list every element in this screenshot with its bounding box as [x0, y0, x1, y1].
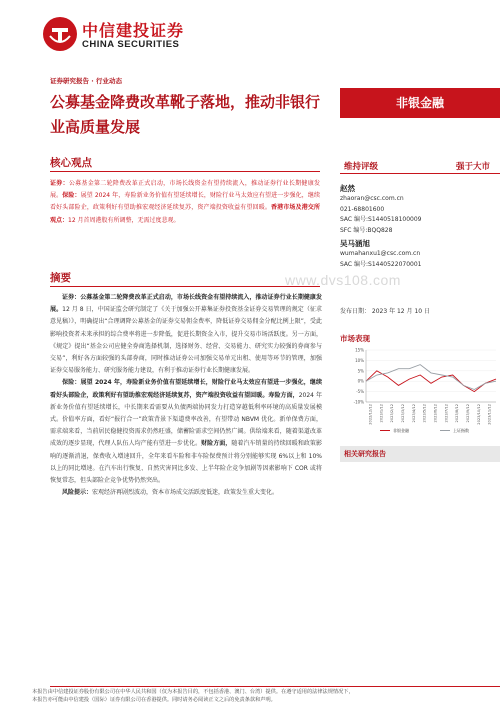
core-hk-text: 12 月首周港股有所调整，无需过度悲观。 [68, 216, 180, 224]
logo-mark-icon [42, 16, 78, 52]
x-tick-label: 2023/7/12 [444, 404, 449, 423]
summary-insurance-label: 保险： [62, 379, 81, 387]
rating-value: 强于大市 [455, 162, 490, 172]
summary-risk-text: 宏观经济再剧烈波动，资本市场成交活跃度低迷，政策发生重大变化。 [92, 489, 279, 497]
sector-label: 非银金融 [395, 96, 444, 110]
related-research-band [340, 446, 500, 462]
analyst-sac-number: SAC 编号:S1440522070001 [340, 260, 422, 268]
x-tick-label: 2023/8/12 [455, 404, 460, 423]
core-view-paragraph [50, 178, 320, 227]
summary-risk-label: 风险提示： [62, 489, 93, 497]
analyst-sfc-number: SFC 编号:BQQ828 [340, 226, 393, 234]
summary-pc-label: 财险方面， [201, 440, 232, 448]
core-securities-text: 公募基金第二轮降费改革正式启动，市场长线资金有望持续流入，推动证券行业长期健康发展。 [50, 180, 320, 200]
market-chart [340, 344, 500, 436]
x-tick-label: 2023/9/12 [465, 404, 470, 423]
x-tick-label: 2023/3/12 [400, 404, 405, 423]
summary-body [50, 292, 322, 499]
watermark: www.dvs108.com [285, 272, 401, 288]
summary-insurance-bold: 展望 2024 年，寿险新业务价值有望延续增长，财险行业马太效应有望进一步强化，继续看好头部险企，政策利好有望助推宏观经济延续复苏，资产端投资收益有望回暖。 [50, 379, 322, 399]
core-securities-label: 证券： [50, 180, 69, 187]
summary-life-text: 2024 年新业务价值有望延续增长，中长期来看需要从负债两端协同发力打造穿越低利率环境的高质量发展模式。价值率方面，看好“报行合一”政策背景下渠道费率改善，有望带动 NBVM 优化。新单保费方面，需求端来看，当前居民稳健投资需求仍然旺盛，储蓄险需求空间仍然广阔。供给端来看，随着渠道改革成效的逐步显现，代理人队伍人均产能有望进一步优化。 [50, 391, 322, 448]
core-view-rule [50, 171, 320, 172]
core-insurance-label: 保险： [62, 192, 81, 200]
y-tick-label: 10% [355, 357, 364, 363]
series-line [366, 365, 496, 390]
analyst-sac-number: SAC 编号:S1440518100009 [340, 216, 422, 223]
report-title: 公募基金降费改革靴子落地，推动非银行业高质量发展 [50, 93, 321, 136]
summary-securities-label: 证券： [62, 294, 81, 301]
analyst-list [340, 181, 500, 270]
rating-box [340, 158, 500, 174]
logo-text-cn: 中信建投证券 [82, 21, 185, 40]
legend-label: 上证指数 [453, 428, 469, 433]
summary-rule [50, 286, 320, 287]
footer-line: 本报告由中信建投证券股份有限公司在中华人民共和国（仅为本报告目的，不包括香港、澳门、台湾）提供。在遵守适用的法律法规情况下， [32, 689, 354, 695]
x-tick-label: 2023/4/12 [411, 404, 416, 423]
x-tick-label: 2023/5/12 [422, 404, 427, 423]
y-tick-label: 0% [357, 378, 364, 384]
legend-label: 非银金融 [393, 428, 409, 433]
summary-securities-text: 12 月 8 日，中国证监会研究制定了《关于加强公开募集证券投资基金证券交易管理的规定（征求意见稿）》，明确提出“合理调降公募基金的证券交易佣金费率，降低证券交易佣金分配比例上限”，受此影响投资者未来承担的综合费率将进一步降低，促进长期资金入市，提升交易市场活跃度。另一方面，《规定》提出“基金公司应健全券商选择机制，选择财务、经营、交易能力、研究实力较强的券商参与交易”，利好各方面较强的头部券商，同时推动证券公司加强交易单元出租、使用等环节的管理，加强证券交易服务能力、研究服务能力建设，有利于推动证券行业长期健康发展。 [50, 306, 322, 375]
footer-rule [50, 686, 500, 687]
y-tick-label: 15% [355, 347, 364, 353]
core-view-heading: 核心观点 [50, 157, 92, 169]
analyst-email[interactable]: wumahanxu1@csc.com.cn [340, 250, 421, 257]
rating-label: 维持评级 [344, 162, 379, 172]
sector-banner [340, 88, 500, 118]
x-tick-label: 2023/10/12 [476, 404, 481, 425]
summary-pc-text: 随着汽车销量的持续回暖和政策影响的逐渐消退，保费收入增速回升，全年来看车险和非车险保费预计将分别能够实现 6%以上和 10%以上的同比增速。在汽车出行恢复、自然灾害同比多发、上半年险企竞争加剧等因素影响下 COR 或将恢复常态，但头部险企竞争优势仍然突出。 [50, 440, 322, 485]
company-logo [42, 16, 192, 56]
analyst-email[interactable]: zhaoran@csc.com.cn [340, 195, 404, 202]
summary-insurance-paragraph [50, 377, 322, 487]
summary-heading: 摘要 [50, 272, 71, 284]
analyst-name: 吴马涵旭 [340, 239, 370, 248]
summary-life-label: 寿险方面， [268, 391, 299, 399]
summary-risk-paragraph [50, 487, 322, 499]
x-tick-label: 2023/6/12 [433, 404, 438, 423]
footer-line: 本报告亦可能由中信建投（国际）证券有限公司在香港提供。同时请务必阅读正文之后的免责条款和声明。 [32, 697, 276, 703]
analyst-phone: 021-68801600 [340, 205, 385, 213]
x-tick-label: 2023/11/12 [487, 404, 492, 425]
x-tick-label: 2023/2/12 [390, 404, 395, 423]
x-tick-label: 2022/12/12 [368, 404, 373, 425]
market-chart-heading: 市场表现 [340, 334, 370, 343]
report-type-label: 证券研究报告 · 行业动态 [50, 77, 122, 85]
publish-date: 发布日期： 2023 年 12 月 10 日 [340, 308, 430, 315]
y-tick-label: -5% [356, 389, 364, 395]
market-chart-svg [340, 344, 500, 436]
y-tick-label: 5% [357, 368, 364, 374]
logo-text-en: CHINA SECURITIES [82, 39, 180, 50]
summary-securities-paragraph [50, 292, 322, 377]
core-hk-label: 香港市场及港交所观点： [50, 204, 320, 224]
core-insurance-text: 展望 2024 年，寿险新业务价值有望延续增长，财险行业马太效应有望进一步强化，继续看好头部险企，政策利好有望助推宏观经济延续复苏，资产端投资收益有望回暖。 [50, 192, 320, 212]
x-tick-label: 2023/1/12 [379, 404, 384, 423]
analyst-name: 赵然 [340, 184, 355, 193]
footer-disclaimer [32, 688, 500, 704]
summary-securities-bold: 公募基金第二轮降费改革正式启动，市场长线资金有望持续流入，推动证券行业长期健康发展。 [50, 294, 322, 314]
related-research-heading: 相关研究报告 [344, 450, 386, 458]
y-tick-label: -10% [353, 399, 364, 405]
